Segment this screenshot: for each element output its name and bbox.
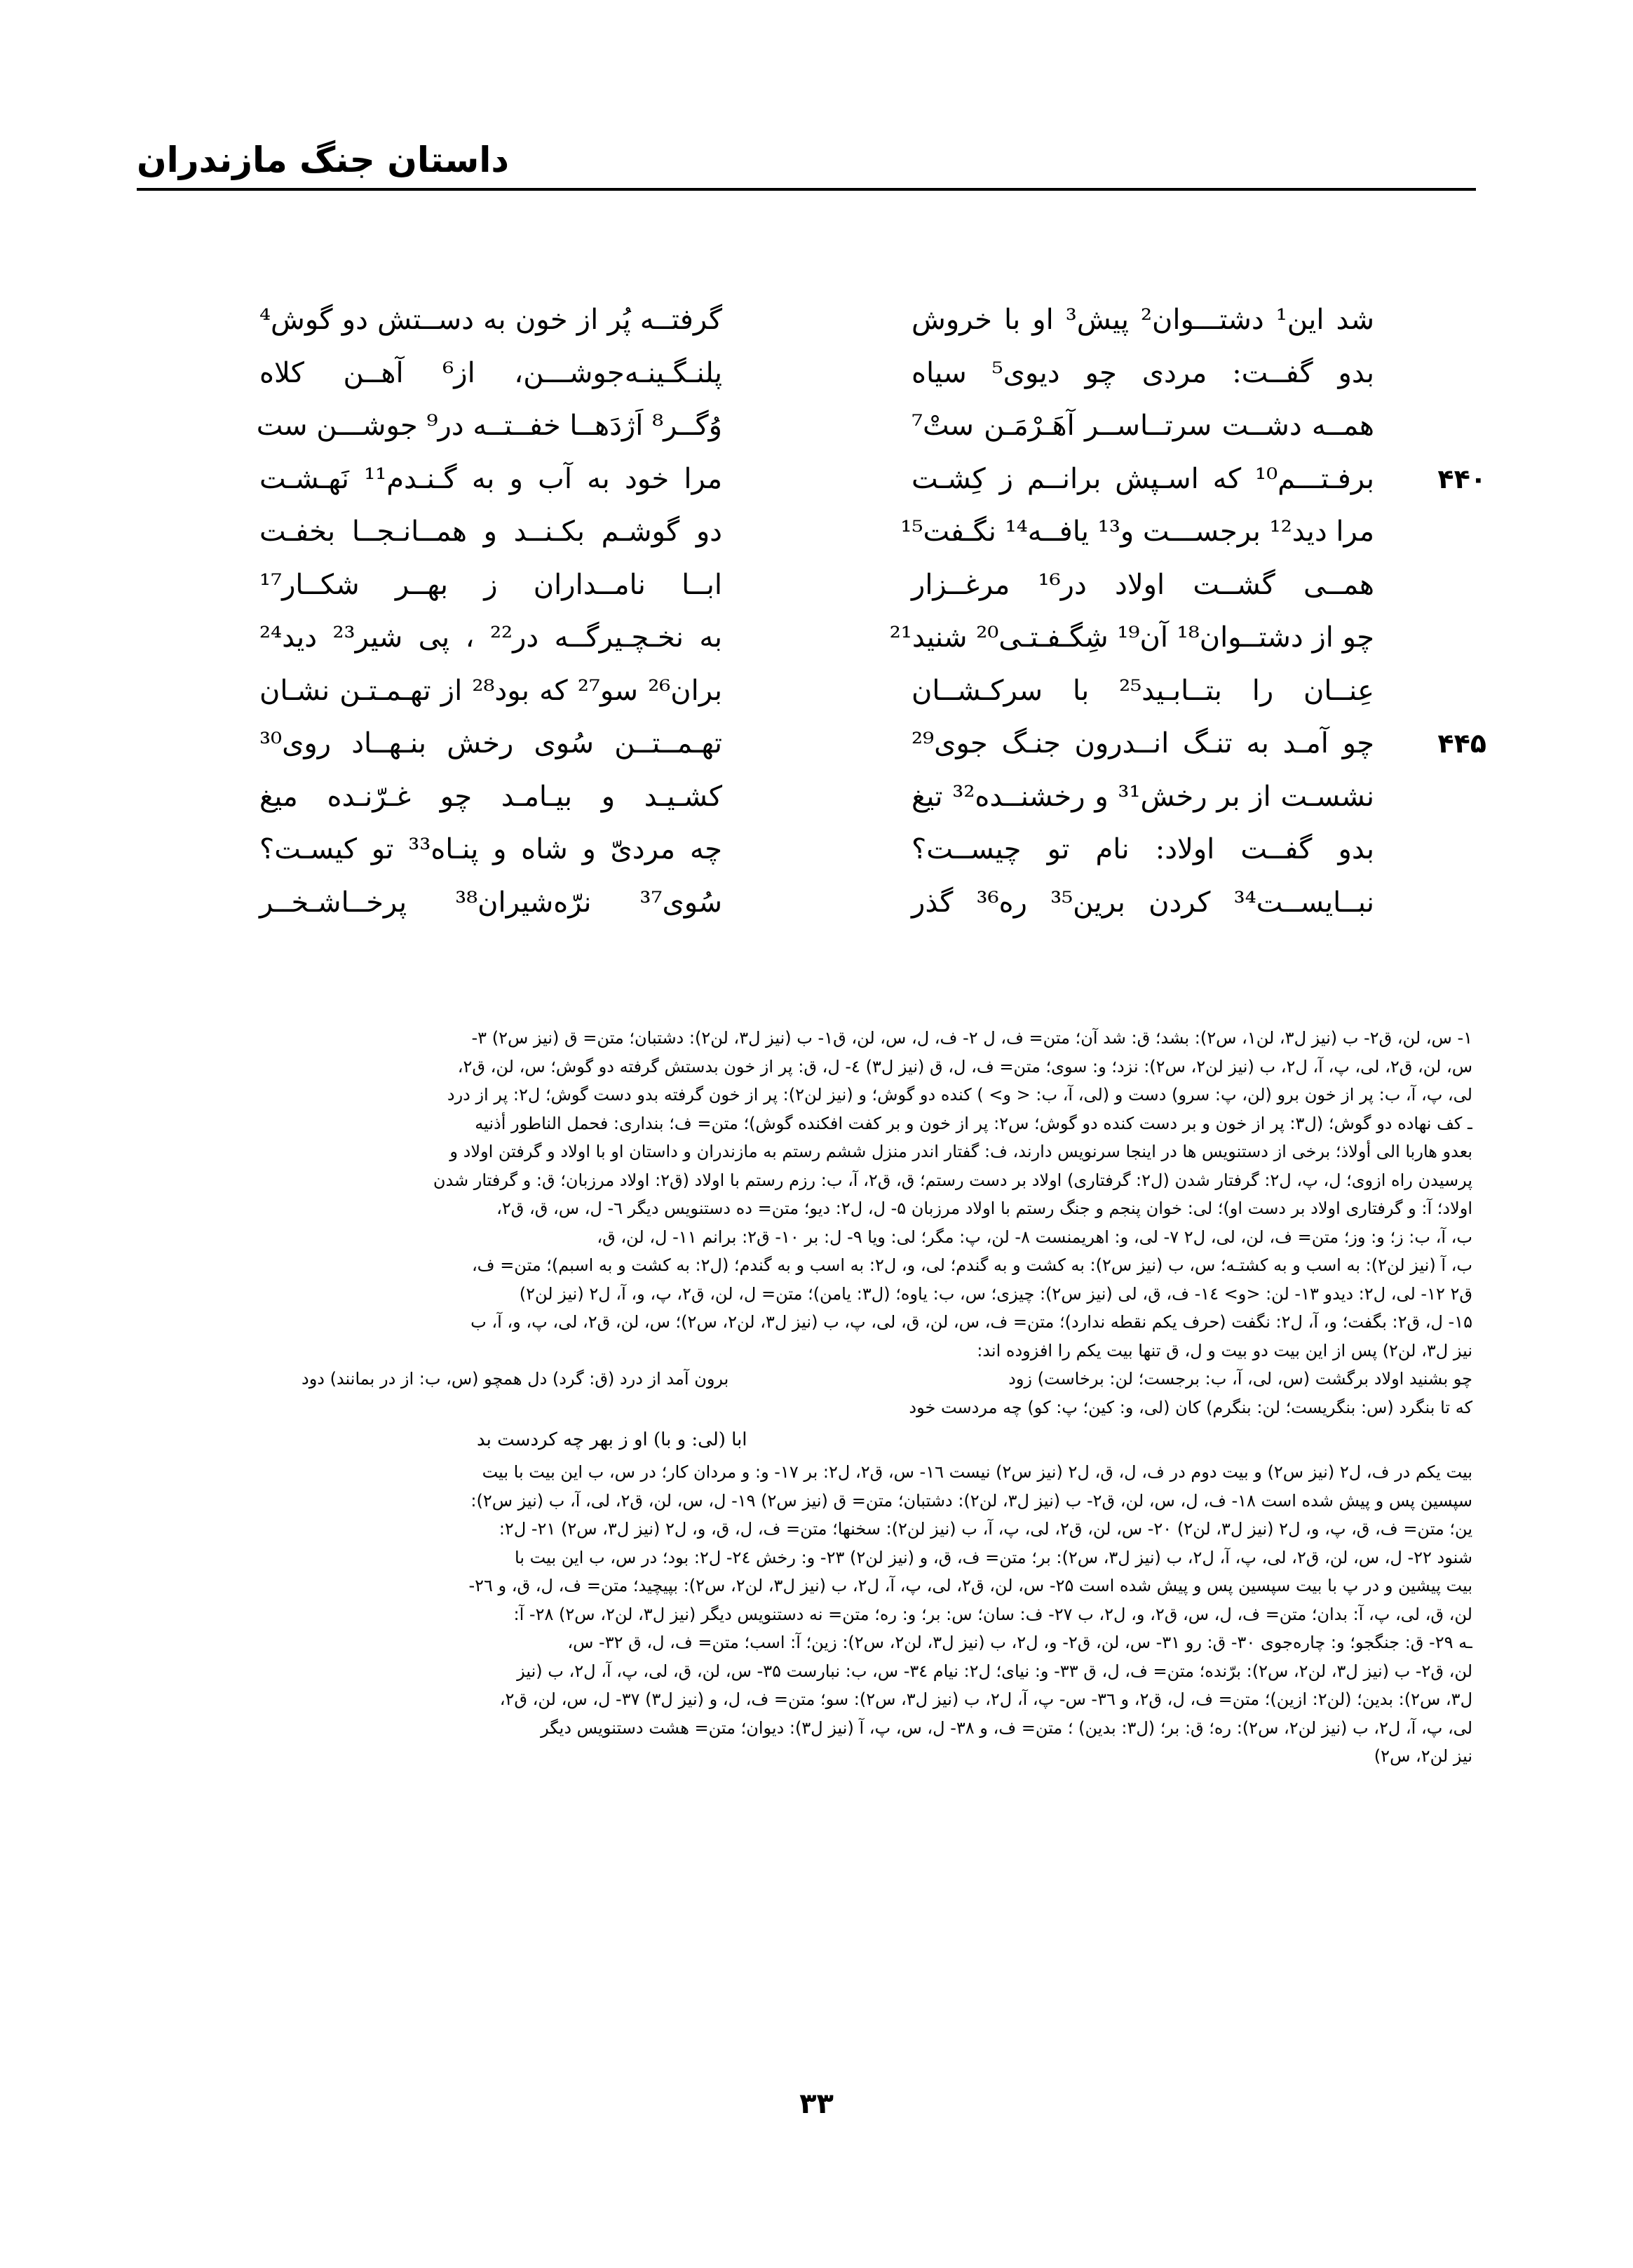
footnote-line: ـه ۲۹- ق: جنگجو؛ و: چاره‌جوی ۳۰- ق: رو ۳۱- س، لن، ق۲- و، ل۲، ب (نیز ل۳، لن۲، س۲): زین؛ آ: اسب؛ متن= ف، ل، ق ۳۲- س،	[567, 1633, 1472, 1652]
footnote-line: ین؛ متن= ف، ق، پ، و، ل۲ (نیز ل۳، لن۲) ۲۰- س، لن، ق۲، لی، پ، آ، ب (نیز لن۲): سخنها؛ متن= ف، ل، ق، و، ل۲ (نیز ل۳، س۲) ۲۱- ل۲:	[499, 1519, 1472, 1539]
hemistich-first: همــی گشــت اولاد در¹⁶ مرغــزار	[912, 568, 1374, 601]
hemistich-second: سُوی³⁷ نرّه‌شیران³⁸ پرخــاشـخــر	[259, 886, 722, 919]
hemistich-first: شد این¹ دشتـــوان² پیش³ او با خروش	[912, 304, 1375, 336]
variant-hemistich-second: برون آمد از درد (ق: گرد) دل همچو (س، ب: از در بمانند) دود	[301, 1369, 729, 1389]
couplet	[252, 454, 1486, 507]
couplet	[252, 877, 1486, 931]
hemistich-second: گرفتــه پُر از خون به دســتش دو گوش⁴	[259, 304, 722, 336]
hemistich-first: بدو گفــت: مردی چو دیوی⁵ سیاه	[912, 356, 1374, 389]
footnote-line: نیز ل۳، لن۲) پس از این بیت دو بیت و ل، ق تنها بیت یکم را افزوده اند:	[977, 1340, 1472, 1361]
variant-hemistich-first: که تا بنگرد (س: بنگریست؛ لن: بنگرم) کان (لی، و: کین؛ پ: کو) چه مردست خود	[909, 1397, 1472, 1417]
couplet	[252, 666, 1486, 719]
hemistich-first: مرا دید¹² برجســـت و¹³ یافــه¹⁴ نگـفت¹⁵	[900, 515, 1374, 548]
extra-verse	[140, 1422, 1472, 1458]
hemistich-second: به نخـچـیرگــه در²² ، پی شیر²³ دید²⁴	[259, 621, 722, 654]
verse-number: ۴۴۰	[1437, 463, 1486, 494]
footnote-line: بیت یکم در ف، ل۲ (نیز س۲) و بیت دوم در ف، ل، ق، ل۲ (نیز س۲) نیست ۱٦- س، ق۲، ل۲: بر ۱۷- و: و مردان کار؛ در س، ب این بیت با بیت	[482, 1462, 1472, 1482]
variant-hemistich-first: چو بشنید اولاد برگشت (س، لی، آ، ب: برجست؛ لن: برخاست) زود	[1008, 1369, 1472, 1389]
footnote-line: شنود ۲۲- ل، س، لن، ق۲، لی، پ، آ، ل۲، ب (نیز ل۳، س۲): بر؛ متن= ف، ق، و (نیز لن۲) ۲۳- و: رخش ۲٤- ل۲: بود؛ در س، ب این بیت با	[515, 1547, 1472, 1567]
couplet	[252, 400, 1486, 454]
footnote-line: اولاد؛ آ: و گرفتاری اولاد بر دست او)؛ لی: خوان پنجم و جنگ رستم با اولاد مرزبان ۵- ل، ل۲: دیو؛ متن= ده دستنویس دیگر ٦- ل، س، ق، ق۲،	[496, 1199, 1472, 1218]
footnote-line: س، لن، ق۲، لی، پ، آ، ل۲، ب (نیز لن۲، س۲): نزد؛ و: سوی؛ متن= ف، ل، ق (نیز ل۳) ٤- ل، ق: پر از خون بدستش گرفته دو گوش؛ س، لن، ق۲،	[457, 1056, 1472, 1076]
hemistich-first: نشسـت از بر رخش³¹ و رخشنــده³² تیغ	[912, 780, 1374, 813]
footnote-line: نیز لن۲، س۲)	[1374, 1746, 1472, 1766]
header-rule	[137, 188, 1476, 191]
footnote-line: بیت پیشین و در پ با بیت سپسین پس و پیش شده است ۲۵- س، لن، ق۲، لی، پ، آ، ل۲، ب (نیز ل۳، لن۲، س۲): بپیچید؛ متن= ف، ل، ق، و ۲٦-	[468, 1576, 1472, 1595]
couplet	[252, 612, 1486, 666]
page-number: ۳۳	[799, 2088, 834, 2120]
couplet	[252, 295, 1486, 348]
hemistich-first: بدو گفــت اولاد: نام تو چیســت؟	[912, 833, 1374, 865]
hemistich-first: چو از دشتــوان¹⁸ آن¹⁹ شِگـفـتـی²⁰ شنید²¹	[889, 621, 1374, 654]
couplet	[252, 771, 1486, 825]
footnote-line: بعدو هاربا الی أولاذ؛ برخی از دستنویس ها در اینجا سرنویس دارند، ف: گفتار اندر منزل ششم رستم به مازندران و داستان او با اولاد و گرفتن اولاد و	[449, 1142, 1472, 1161]
footnotes-block-2	[140, 1458, 1472, 1771]
hemistich-first: همــه دشــت سرتــاســر آهَـرْمَـن ستْ⁷	[912, 410, 1374, 442]
couplet	[252, 718, 1486, 771]
variant-verses	[140, 1365, 1472, 1422]
hemistich-second: وُگــر⁸ اَژدَهــا خفــتــه در⁹ جوشـــن ست	[256, 410, 722, 442]
variant-verse	[140, 1393, 1472, 1422]
variant-verse	[140, 1365, 1472, 1393]
footnote-line: سپسین پس و پیش شده است ۱۸- ف، ل، س، لن، ق۲- ب (نیز ل۳، لن۲): دشتبان؛ متن= ق (نیز س۲) ۱۹- ل، س، لن، ق۲، لی، آ، ب (نیز س۲):	[470, 1490, 1472, 1511]
verse-number: ۴۴۵	[1437, 728, 1486, 759]
hemistich-second: ابــا نامــداران ز بهــر شکــار¹⁷	[259, 568, 722, 601]
hemistich-first: برفـتـــم¹⁰ که اسـپش برانــم ز کِشـت	[912, 462, 1374, 495]
running-title: داستان جنگ مازندران	[137, 140, 510, 180]
footnote-line: ب، آ، ب: ز؛ و: وز؛ متن= ف، لن، لی، ل۲ ۷- لی، و: اهریمنست ۸- لن، پ: مگر؛ لی: ویا ۹- ل: بر ۱۰- ق۲: برانم ۱۱- ل، لن، ق،	[597, 1227, 1472, 1247]
hemistich-second: پلنـگـینـه‌جوشـــن، از⁶ آهــن کلاه	[259, 356, 722, 389]
hemistich-second: تهـمــتــن سُوی رخش بنـهــاد روی³⁰	[259, 727, 722, 760]
footnote-line: پرسیدن راه ازوی؛ ل، پ، ل۲: گرفتار شدن (ل۲: گرفتاری) اولاد بر دست رستم؛ ق، ق۲، آ، ب: رزم رستم با اولاد (ق۲: اولاد مرزبان؛ ق: و گرفتار شدن	[433, 1170, 1472, 1190]
hemistich-second: چه مردیّ و شاه و پنـاه³³ تو کیسـت؟	[259, 833, 722, 865]
footnote-line: ل۳، س۲): بدین؛ (لن۲: ازین)؛ متن= ف، ل، ق۲، و ۳٦- س- پ، آ، ل۲، ب (نیز ل۳، س۲): سو؛ متن= ف، ل، و (نیز ل۳) ۳۷- ل، س، لن، ق۲،	[499, 1689, 1472, 1709]
footnote-line: لن، ق، لی، پ، آ: بدان؛ متن= ف، ل، س، ق۲، و، ل۲، ب ۲۷- ف: سان؛ س: بر؛ و: ره؛ متن= نه دستنویس دیگر (نیز ل۳، لن۲، س۲) ۲۸- آ:	[513, 1604, 1472, 1624]
couplet	[252, 506, 1486, 560]
footnote-line: ۱- س، لن، ق۲- ب (نیز ل۳، لن۱، س۲): بشد؛ ق: شد آن؛ متن= ف، ل ۲- ف، ل، س، لن، ق۱- ب (نیز ل۳، لن۲): دشتبان؛ متن= ق (نیز س۲) ۳-	[471, 1028, 1472, 1048]
hemistich-first: نبــایســت³⁴ کردن برین³⁵ ره³⁶ گذر	[912, 886, 1374, 919]
hemistich-second: کشـیـد و بیـامـد چو غـرّنـده میغ	[259, 780, 722, 813]
footnotes-block-1	[140, 1024, 1472, 1365]
hemistich-first: چو آمـد به تنـگ انــدرون جنـگ جوی²⁹	[912, 727, 1374, 760]
footnote-line: ب، آ (نیز لن۲): به اسب و به کشتـه؛ س، ب (نیز س۲): به کشت و به گندم؛ لی، و، ل۲: به اسب و به گندم؛ (ل۲: به کشت و به اسبم)؛ متن= ف،	[471, 1255, 1472, 1275]
hemistich-second: مرا خود به آب و به گـنـدم¹¹ نَهـشـت	[259, 462, 723, 495]
footnote-line: ـ کف نهاده دو گوش؛ (ل۳: پر از خون و بر دست کنده دو گوش؛ س۲: پر از خون و بر کفت افکنده گوش)؛ متن= ف؛ بنداری: فحمل الناطور أذنیه	[475, 1113, 1472, 1133]
hemistich-second: بران²⁶ سو²⁷ که بود²⁸ از تهـمـتـن نشـان	[259, 674, 722, 707]
footnote-line: لی، پ، آ، ل۲، ب (نیز لن۲، س۲): ره؛ ق: بر؛ (ل۳: بدین) ؛ متن= ف، و ۳۸- ل، س، پ، آ (نیز ل۳): دیوان؛ متن= هشت دستنویس دیگر	[541, 1717, 1472, 1738]
poem	[252, 295, 1486, 930]
couplet	[252, 560, 1486, 613]
hemistich-second: دو گوشـم بکـنــد و همــانـجــا بخفـت	[259, 515, 722, 548]
couplet	[252, 348, 1486, 401]
footnote-line: لی، پ، آ، ب: پر از خون برو (لن، پ: سرو) دست و (لی، آ، ب: < و> ) کنده دو گوش؛ و (نیز لن۲): پر از خون گرفته بدو دست گوش؛ ل۲: پر از درد	[447, 1085, 1472, 1105]
footnote-line: ق۲ ۱۲- لی، ل۲: دیدو ۱۳- لن: <و> ۱٤- ف، ق، لی (نیز س۲): چیزی؛ س، ب: یاوه؛ (ل۳: یامن)؛ متن= ل، لن، ق۲، پ، و، آ، ل۲ (نیز لن۲)	[519, 1283, 1472, 1304]
footnote-line: لن، ق۲- ب (نیز ل۳، لن۲، س۲): برّنده؛ متن= ف، ل، ق ۳۳- و: نیای؛ ل۲: نیام ۳٤- س، ب: نبارست ۳۵- س، لن، ق، لی، پ، آ، ل۲، ب (نیز	[517, 1661, 1472, 1681]
extra-verse-text: ابا (لی: و با) او ز بهر چه کردست بد	[477, 1429, 747, 1450]
couplet	[252, 824, 1486, 877]
hemistich-first: عِنــان را بتــابـید²⁵ با سرکـشــان	[912, 674, 1374, 707]
page-header	[137, 133, 1476, 196]
footnotes	[140, 1024, 1472, 1771]
footnote-line: ۱۵- ل، ق۲: بگفت؛ و، آ، ل۲: نگفت (حرف یکم نقطه ندارد)؛ متن= ف، س، لن، ق، لی، پ، ب (نیز ل۳، لن۲، س۲)؛ س، لن، ق۲، لی، پ، و، آ، ب	[470, 1312, 1472, 1332]
